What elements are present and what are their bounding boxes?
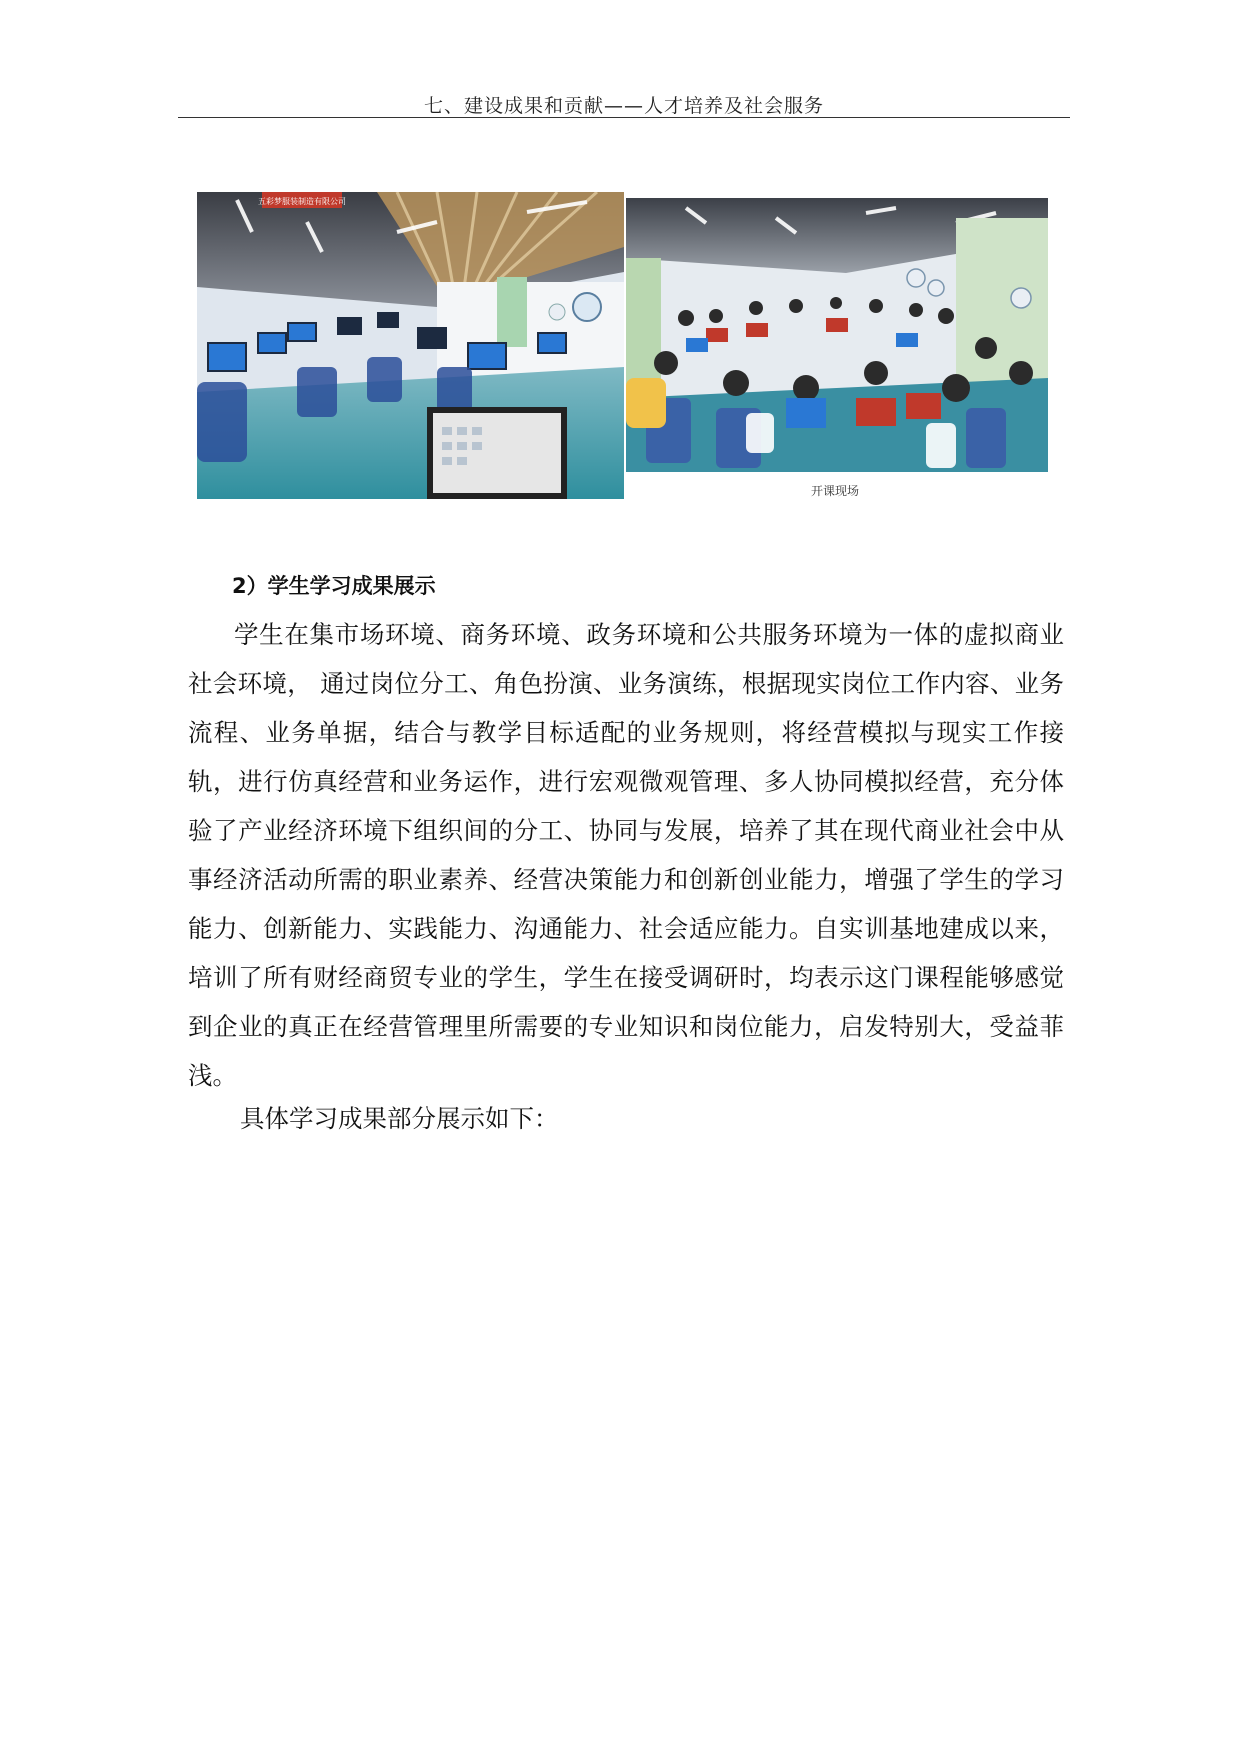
closing-paragraph: 具体学习成果部分展示如下： xyxy=(240,1104,559,1133)
section-heading: 2）学生学习成果展示 xyxy=(232,574,436,598)
class-session-photo xyxy=(626,198,1048,472)
photo-caption: 开课现场 xyxy=(811,484,860,498)
lab-sign: 五彩梦服装制造有限公司 xyxy=(258,197,346,206)
header-divider xyxy=(178,117,1070,118)
body-paragraph: 学生在集市场环境、商务环境、政务环境和公共服务环境为一体的虚拟商业社会环境， 通过岗位分工、角色扮演、业务演练，根据现实岗位工作内容、业务流程、业务单据，结合与教学目标适配的业务规则，将经营模拟与现实工作接轨，进行仿真经营和业务运作，进行宏观微观管理、多人协同模拟经营，充分体验了产业经济环境下组织间的分工、协同与发展，培养了其在现代商业社会中从事经济活动所需的职业素养、经营决策能力和创新创业能力，增强了学生的学习能力、创新能力、实践能力、沟通能力、社会适应能力。自实训基地建成以来，培训了所有财经商贸专业的学生，学生在接受调研时，均表示这门课程能够感觉到企业的真正在经营管理里所需要的专业知识和岗位能力，启发特别大，受益菲浅。 xyxy=(188,620,1064,1090)
training-lab-photo xyxy=(197,192,624,499)
page-header-title: 七、建设成果和贡献——人才培养及社会服务 xyxy=(423,95,824,117)
